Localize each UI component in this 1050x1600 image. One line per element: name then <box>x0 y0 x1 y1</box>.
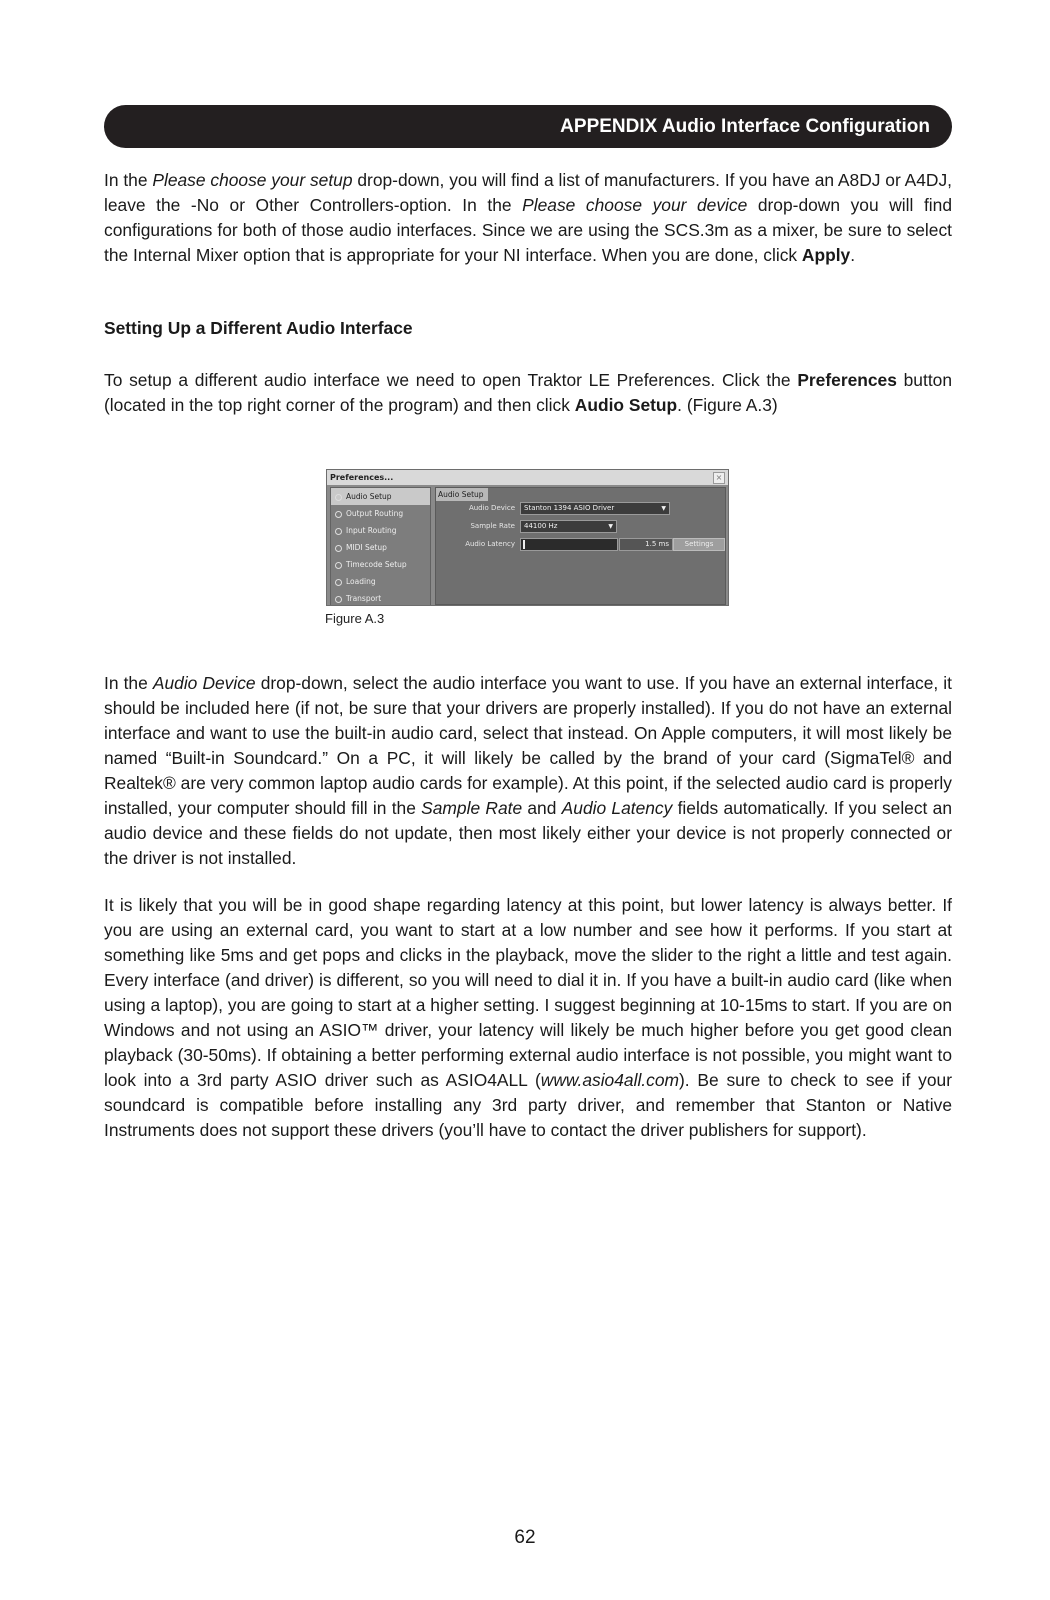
sidebar-item-loading: Loading <box>331 573 430 590</box>
sidebar-item-transport: Transport <box>331 590 430 606</box>
sidebar-item-audio-setup: Audio Setup <box>331 488 430 505</box>
paragraph-audio-device: In the Audio Device drop-down, select the audio interface you want to use. If you have an external interface, it should be included here (if not, be sure that your drivers are properly installed). If you do not have an external interface and want to use the built-in audio card, select that instead. On Apple computers, it will most likely be named “Built-in Soundcard.” On a PC, it will likely be called by the brand of your card (SigmaTel® and Realtek® are very common laptop audio cards for example). At this point, if the selected audio card is properly installed, your computer should fill in the Sample Rate and Audio Latency fields automatically. If you select an audio device and these fields do not update, then most likely either your device is not properly connected or the driver is not installed. <box>104 673 953 868</box>
sidebar-item-timecode-setup: Timecode Setup <box>331 556 430 573</box>
radio-icon <box>335 545 342 552</box>
paragraph-open-preferences: To setup a different audio interface we need to open Traktor LE Preferences. Click the Preferences button (located in the top right corner of the program) and then click Audio Setup. (Figure A.3) <box>104 370 952 415</box>
page-number: 62 <box>514 1527 536 1548</box>
close-icon: × <box>713 472 725 484</box>
audio-device-dropdown: Stanton 1394 ASIO Driver ▼ <box>520 502 670 515</box>
radio-icon <box>335 494 342 501</box>
chevron-down-icon: ▼ <box>661 505 666 512</box>
radio-icon <box>335 511 342 518</box>
sample-rate-dropdown: 44100 Hz ▼ <box>520 520 617 533</box>
latency-value: 1.5 ms <box>619 538 673 551</box>
sidebar-item-midi-setup: MIDI Setup <box>331 539 430 556</box>
radio-icon <box>335 579 342 586</box>
radio-icon <box>335 528 342 535</box>
chevron-down-icon: ▼ <box>608 523 613 530</box>
paragraph-setup-dropdown: In the Please choose your setup drop-down, you will find a list of manufacturers. If you have an A8DJ or A4DJ, leave the -No or Other Controllers-option. In the Please choose your device drop-down you will find configurations for both of those audio interfaces. Since we are using the SCS.3m as a mixer, be sure to select the Internal Mixer option that is appropriate for your NI interface. When you are done, click Apply. <box>104 170 953 265</box>
figure-caption: Figure A.3 <box>325 611 385 626</box>
settings-button: Settings <box>673 538 725 551</box>
radio-icon <box>335 596 342 603</box>
paragraph-latency: It is likely that you will be in good shape regarding latency at this point, but lower latency is always better. If you are using an external card, you want to start at a low number and see how it performs. If you start at something like 5ms and get pops and clicks in the playback, move the slider to the right a little and test again. Every interface (and driver) is different, so you will need to dial it in. If you have a built-in audio card (like when using a laptop), you are going to start at a higher setting. I suggest beginning at 10-15ms to start. If you are on Windows and not using an ASIO™ driver, your latency will likely be much higher before you get good clean playback (30-50ms). If obtaining a better performing external audio interface is not possible, you might want to look into a 3rd party ASIO driver such as ASIO4ALL (www.asio4all.com). Be sure to check to see if your soundcard is compatible before installing any 3rd party driver, and remember that Stanton or Native Instruments does not support these drivers (you’ll have to contact the driver publishers for support). <box>104 895 952 1140</box>
sidebar-item-input-routing: Input Routing <box>331 522 430 539</box>
sample-rate-label: Sample Rate <box>470 522 515 530</box>
tab-audio-setup: Audio Setup <box>436 488 488 501</box>
preferences-window-title: Preferences... <box>327 470 728 485</box>
preferences-screenshot <box>326 469 729 606</box>
latency-slider <box>520 538 618 551</box>
slider-handle <box>523 540 525 549</box>
preferences-sidebar <box>330 487 431 606</box>
audio-device-label: Audio Device <box>468 504 515 512</box>
audio-latency-label: Audio Latency <box>465 540 515 548</box>
section-banner: APPENDIX Audio Interface Configuration <box>104 105 952 148</box>
sidebar-item-output-routing: Output Routing <box>331 505 430 522</box>
radio-icon <box>335 562 342 569</box>
audio-setup-panel <box>435 487 726 605</box>
section-heading: Setting Up a Different Audio Interface <box>104 318 413 338</box>
